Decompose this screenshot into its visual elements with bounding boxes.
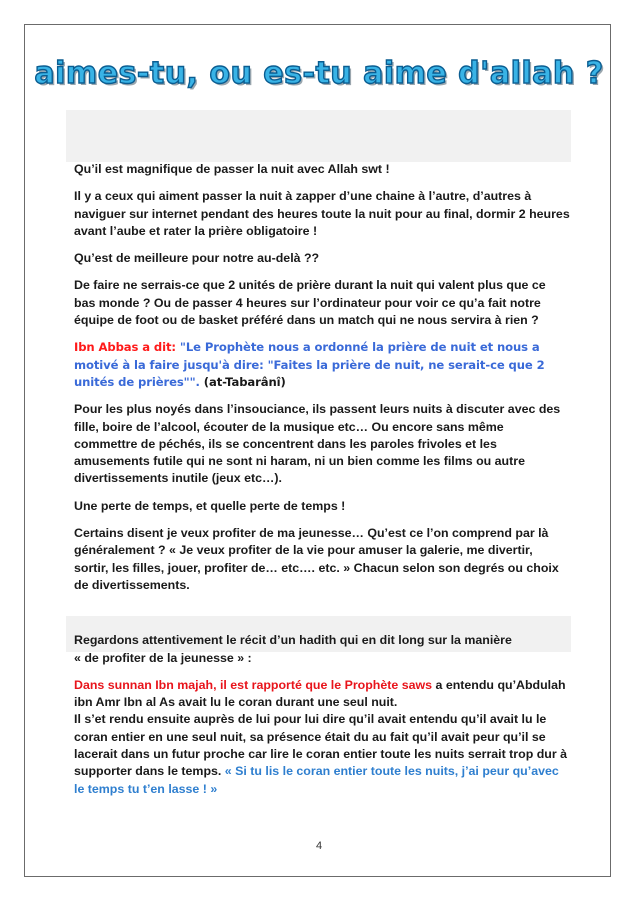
narration-text: a entendu qu’Abdulah ibn Amr Ibn al As avait lu le coran durant une seul nuit. (74, 677, 566, 710)
hadith-quote (74, 339, 570, 391)
hadith-speaker: Ibn Abbas a dit: (74, 340, 176, 355)
paragraph-4: De faire ne serrais-ce que 2 unités de prière durant la nuit qui valent plus que ce bas monde ? Ou de passer 4 heures sur l’ordinateur pour voir ce qu’a fait notre équipe de foot ou de basket préféré dans un match qui ne nous servira à rien ? (74, 278, 546, 328)
hadith-source: (at-Tabarânî) (203, 374, 286, 389)
prophet-quote: « Si tu lis le coran entier toute les nuits, j’ai peur qu’avec le temps tu t’en lasse ! » (74, 764, 559, 796)
paragraph-9 (74, 632, 570, 667)
narration-continued: Il s’et rendu ensuite auprès de lui pour lui dire qu’il avait entendu qu’il avait lu le coran entier en une seul nuit, sa présence était du au fait qu’il avait peur qu’il se lacerait dans un futur proche car lire le coran entier toute les nuits serrait trop dur à supporter dans le temps. (74, 712, 567, 779)
paragraph-8: Certains disent je veux profiter de ma jeunesse… Qu’est ce l’on comprend par là généralement ? « Je veux profiter de la vie pour amuser la galerie, me divertir, sortir, les filles, jouer, profiter de… etc…. etc. » Chacun selon son degrés ou choix de divertissements. (74, 526, 559, 592)
page-title: aimes-tu, ou es-tu aime d'allah ? (34, 56, 604, 91)
section-gap (74, 604, 570, 632)
page-number: 4 (315, 840, 323, 852)
paragraph-9-line-2: « de profiter de la jeunesse » : (74, 650, 252, 665)
article-body (74, 161, 570, 808)
paragraph-6: Pour les plus noyés dans l’insouciance, ils passent leurs nuits à discuter avec des fille, boire de l’alcool, écouter de la musique etc… Ou encore sans même commettre de péchés, ils se concentrent dans les paroles frivoles et les amusements futile qui ne sont ni haram, ni un bien comme les films ou autre divertissements inutile (jeux etc…). (74, 402, 561, 486)
paragraph-3: Qu’est de meilleure pour notre au-delà ?? (74, 251, 320, 266)
paragraph-1: Qu’il est magnifique de passer la nuit avec Allah swt ! (74, 162, 390, 176)
shaded-band-top (66, 110, 571, 162)
paragraph-10 (74, 677, 570, 798)
paragraph-2: Il y a ceux qui aiment passer la nuit à zapper d’une chaine à l’autre, d’autres à naviguer sur internet pendant des heures toute la nuit pour au final, dormir 2 heures avant l’aube et rater la prière obligatoire ! (74, 189, 570, 238)
narration-source: Dans sunnan Ibn majah, il est rapporté que le Prophète saws (74, 677, 433, 692)
hadith-text: "Le Prophète nous a ordonné la prière de nuit et nous a motivé à la faire jusqu'à dire: "Faites la prière de nuit, ne serait-ce que 2 unités de prières"". (74, 340, 545, 389)
paragraph-7: Une perte de temps, et quelle perte de temps ! (74, 498, 346, 513)
paragraph-9-line-1: Regardons attentivement le récit d’un hadith qui en dit long sur la manière (74, 633, 512, 648)
